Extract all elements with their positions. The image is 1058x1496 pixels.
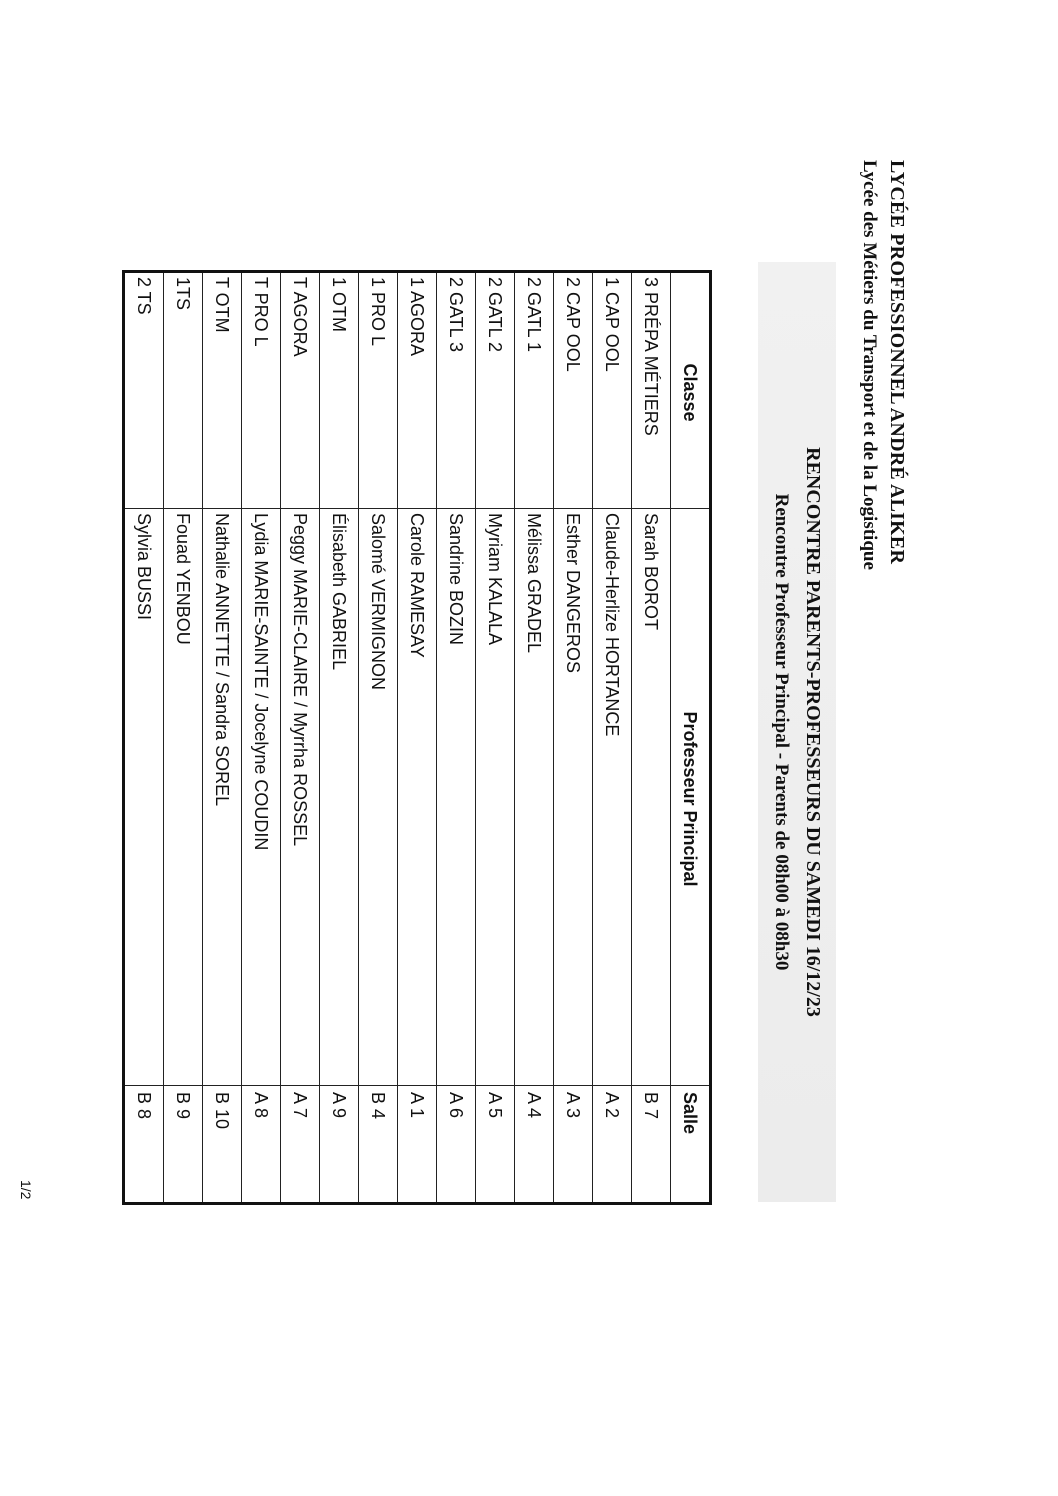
cell-classe: 2 GATL 1 <box>515 272 554 509</box>
cell-professeur: Élisabeth GABRIEL <box>320 509 359 1086</box>
cell-classe: 2 GATL 3 <box>437 272 476 509</box>
cell-professeur: Sylvia BUSSI <box>124 509 164 1086</box>
document-title: RENCONTRE PARENTS-PROFESSEURS DU SAMEDI 16/12/23 <box>802 447 824 1017</box>
cell-classe: 2 TS <box>124 272 164 509</box>
cell-salle: A 3 <box>554 1086 593 1204</box>
table-row <box>632 272 671 1204</box>
cell-classe: 1 AGORA <box>398 272 437 509</box>
header-salle: Salle <box>671 1086 711 1204</box>
cell-classe: T PRO L <box>242 272 281 509</box>
cell-salle: B 8 <box>124 1086 164 1204</box>
cell-classe: 2 CAP OOL <box>554 272 593 509</box>
table-row <box>554 272 593 1204</box>
cell-classe: T OTM <box>203 272 242 509</box>
cell-professeur: Sandrine BOZIN <box>437 509 476 1086</box>
table-row <box>398 272 437 1204</box>
cell-classe: T AGORA <box>281 272 320 509</box>
page-number: 1/2 <box>18 1180 34 1200</box>
cell-salle: B 9 <box>164 1086 203 1204</box>
cell-professeur: Peggy MARIE-CLAIRE / Myrrha ROSSEL <box>281 509 320 1086</box>
cell-salle: A 9 <box>320 1086 359 1204</box>
cell-salle: B 10 <box>203 1086 242 1204</box>
cell-classe: 3 PRÉPA MÉTIERS <box>632 272 671 509</box>
cell-professeur: Nathalie ANNETTE / Sandra SOREL <box>203 509 242 1086</box>
cell-salle: A 1 <box>398 1086 437 1204</box>
table-row <box>164 272 203 1204</box>
letterhead-school-subtitle: Lycée des Métiers du Transport et de la Logistique <box>859 160 880 570</box>
document-subtitle: Rencontre Professeur Principal - Parents de 08h00 à 08h30 <box>771 493 792 971</box>
schedule-table <box>122 270 712 1205</box>
cell-salle: A 5 <box>476 1086 515 1204</box>
cell-salle: A 4 <box>515 1086 554 1204</box>
cell-salle: A 2 <box>593 1086 632 1204</box>
letterhead-school-name: LYCÉE PROFESSIONNEL ANDRÉ ALIKER <box>886 160 908 565</box>
cell-salle: B 7 <box>632 1086 671 1204</box>
table-row <box>437 272 476 1204</box>
cell-salle: A 7 <box>281 1086 320 1204</box>
cell-classe: 1 PRO L <box>359 272 398 509</box>
cell-professeur: Mélissa GRADEL <box>515 509 554 1086</box>
cell-salle: A 6 <box>437 1086 476 1204</box>
table-row <box>281 272 320 1204</box>
cell-classe: 1 CAP OOL <box>593 272 632 509</box>
cell-professeur: Fouad YENBOU <box>164 509 203 1086</box>
table-row <box>359 272 398 1204</box>
cell-salle: B 4 <box>359 1086 398 1204</box>
table-row <box>515 272 554 1204</box>
cell-professeur: Lydia MARIE-SAINTE / Jocelyne COUDIN <box>242 509 281 1086</box>
cell-professeur: Sarah BOROT <box>632 509 671 1086</box>
header-professeur: Professeur Principal <box>671 509 711 1086</box>
cell-salle: A 8 <box>242 1086 281 1204</box>
cell-professeur: Carole RAMESAY <box>398 509 437 1086</box>
cell-professeur: Esther DANGEROS <box>554 509 593 1086</box>
table-row <box>203 272 242 1204</box>
table-row <box>320 272 359 1204</box>
header-classe: Classe <box>671 272 711 509</box>
table-row <box>124 272 164 1204</box>
cell-professeur: Claude-Herlize HORTANCE <box>593 509 632 1086</box>
table-row <box>593 272 632 1204</box>
cell-classe: 1 OTM <box>320 272 359 509</box>
cell-classe: 2 GATL 2 <box>476 272 515 509</box>
cell-professeur: Salomé VERMIGNON <box>359 509 398 1086</box>
cell-professeur: Myriam KALALA <box>476 509 515 1086</box>
table-row <box>242 272 281 1204</box>
table-header-row <box>671 272 711 1204</box>
cell-classe: 1TS <box>164 272 203 509</box>
table-row <box>476 272 515 1204</box>
